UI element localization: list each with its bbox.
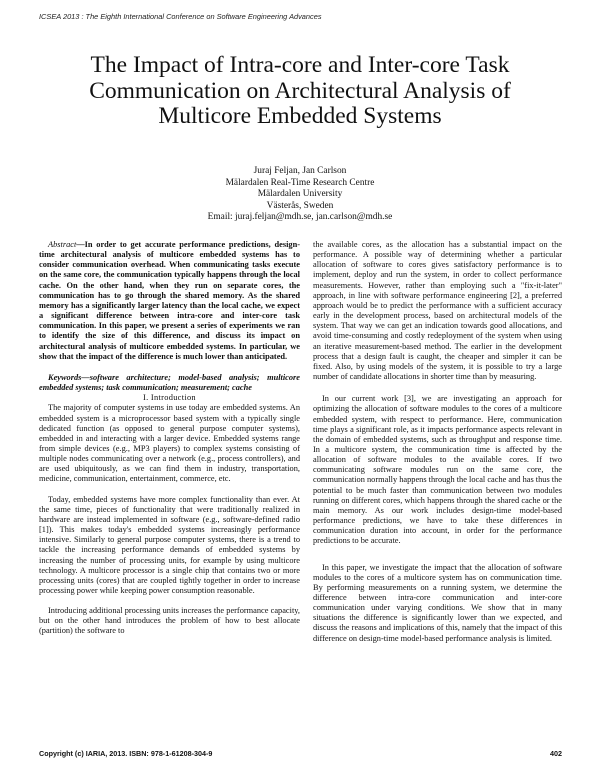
left-column: [39, 240, 300, 637]
title-line-2: Communication on Architectural Analysis of: [89, 77, 511, 104]
section-heading-introduction: I. Introduction: [143, 393, 196, 403]
abstract: [39, 240, 300, 362]
paper-title: [40, 53, 560, 130]
keywords: Keywords—software architecture; model-based analysis; multicore embedded systems; task communication; measurement; cache: [39, 372, 300, 393]
author-city: Västerås, Sweden: [266, 200, 334, 211]
right-column: [313, 240, 562, 644]
paragraph: Today, embedded systems have more complex functionality than ever. At the same time, pieces of functionality that were traditionally realized in hardware are instead implemented in software (e.g., software-defined radio [1]). This makes today's embedded systems increasingly performance intensive. Similarly to general purpose computer systems, there is a trend to tackle the increasing performance demands of embedded systems by increasing the number of processing units, for example by using multicore technology. A multicore processor is a single chip that contains two or more processing units (cores) that are coupled tightly together in order to increase processing power while keeping power consumption reasonable.: [39, 494, 300, 595]
author-affiliation-university: Mälardalen University: [257, 189, 343, 200]
author-names: Juraj Feljan, Jan Carlson: [253, 166, 347, 176]
paragraph: In this paper, we investigate the impact that the allocation of software modules to the cores of a multicore system has on communication time. By performing measurements on a running system, we determine the difference between intra-core communication and inter-core communication under varying conditions. We show that in many situations the difference is significantly lower than we expected, and discuss the reasons and implications of this, namely that the impact of this difference on design-time model-based performance analysis is limited.: [313, 562, 562, 643]
footer-copyright: Copyright (c) IARIA, 2013. ISBN: 978-1-61208-304-9: [39, 749, 213, 758]
author-affiliation-center: Mälardalen Real-Time Research Centre: [225, 177, 375, 188]
paragraph: In our current work [3], we are investigating an approach for optimizing the allocation of software modules to the cores of a multicore embedded system, with respect to performance. Here, communication time plays a significant role, as it impacts performance aspects relevant in the domain of embedded systems, such as throughput and response time. In a multicore system, the communication time is affected by the allocation of software modules to the available cores. If two communicating software modules run on the same core, the communication normally happens through the local cache and has thus the potential to be much faster than communication between two modules running on different cores, which happens through the shared cache or the main memory. As our work includes design-time model-based performance predictions, we have to take these differences in communication duration into account, in order for the performance predictions to be accurate.: [313, 394, 562, 546]
abstract-text: —In order to get accurate performance predictions, design-time architectural analysis of multicore embedded systems has to consider communication overhead. When communicating tasks execute on the same core, the communication typically happens through the local cache. On the other hand, when they run on separate cores, the communication has to go through the shared memory. As the shared memory has a significantly larger latency than the local cache, we expect a significant difference between intra-core and inter-core task communication. In this paper, we present a series of experiments we ran to identify the size of this difference, and discuss its impact on architectural analysis of multicore embedded systems. In particular, we show that the impact of the difference is much lower than anticipated.: [39, 240, 300, 361]
author-email: Email: juraj.feljan@mdh.se, jan.carlson@mdh.se: [207, 212, 393, 223]
page-footer: [39, 749, 562, 758]
paragraph: Introducing additional processing units increases the performance capacity, but on the other hand introduces the problem of how to best allocate (partition) the software to: [39, 606, 300, 636]
title-line-1: The Impact of Intra-core and Inter-core Task: [90, 52, 510, 78]
title-line-3: Multicore Embedded Systems: [158, 103, 442, 129]
abstract-label: Abstract: [48, 240, 77, 249]
paragraph: The majority of computer systems in use today are embedded systems. An embedded system is a microprocessor based system with a typically single dedicated function (as opposed to general purpose computer systems), embedded in and interacting with a larger device. Embedded systems range from simple devices (e.g., MP3 players) to complex systems consisting of multiple nodes communicating over a network (e.g., process controllers), and are used ubiquitously, as we can find them in industry, transportation, medicine, communication, entertainment, commerce, etc.: [39, 403, 300, 484]
author-block: [100, 166, 500, 224]
page-number: 402: [550, 749, 562, 758]
running-header: ICSEA 2013 : The Eighth International Conference on Software Engineering Advances: [39, 12, 322, 21]
paragraph: the available cores, as the allocation has a substantial impact on the performance. A possible way of determining whether a particular allocation of software to cores gives satisfactory performance is to implement, deploy and run the system, in order to collect performance measurements. However, rather than employing such a "fix-it-later" approach, in line with software performance engineering [2], a preferred approach would be to predict the performance with a sufficient accuracy early in the development process, based on architectural models of the system. That way we can get an indication towards good allocations, and avoid time-consuming and costly redeployment of the system when using an iterative measurement-based method. The earlier in the development process that a design fault is caught, the cheaper and simpler it can be fixed. Also, by using models of the system, it is possible to try a large number of candidate allocations in shorter time than by measuring.: [313, 240, 562, 382]
